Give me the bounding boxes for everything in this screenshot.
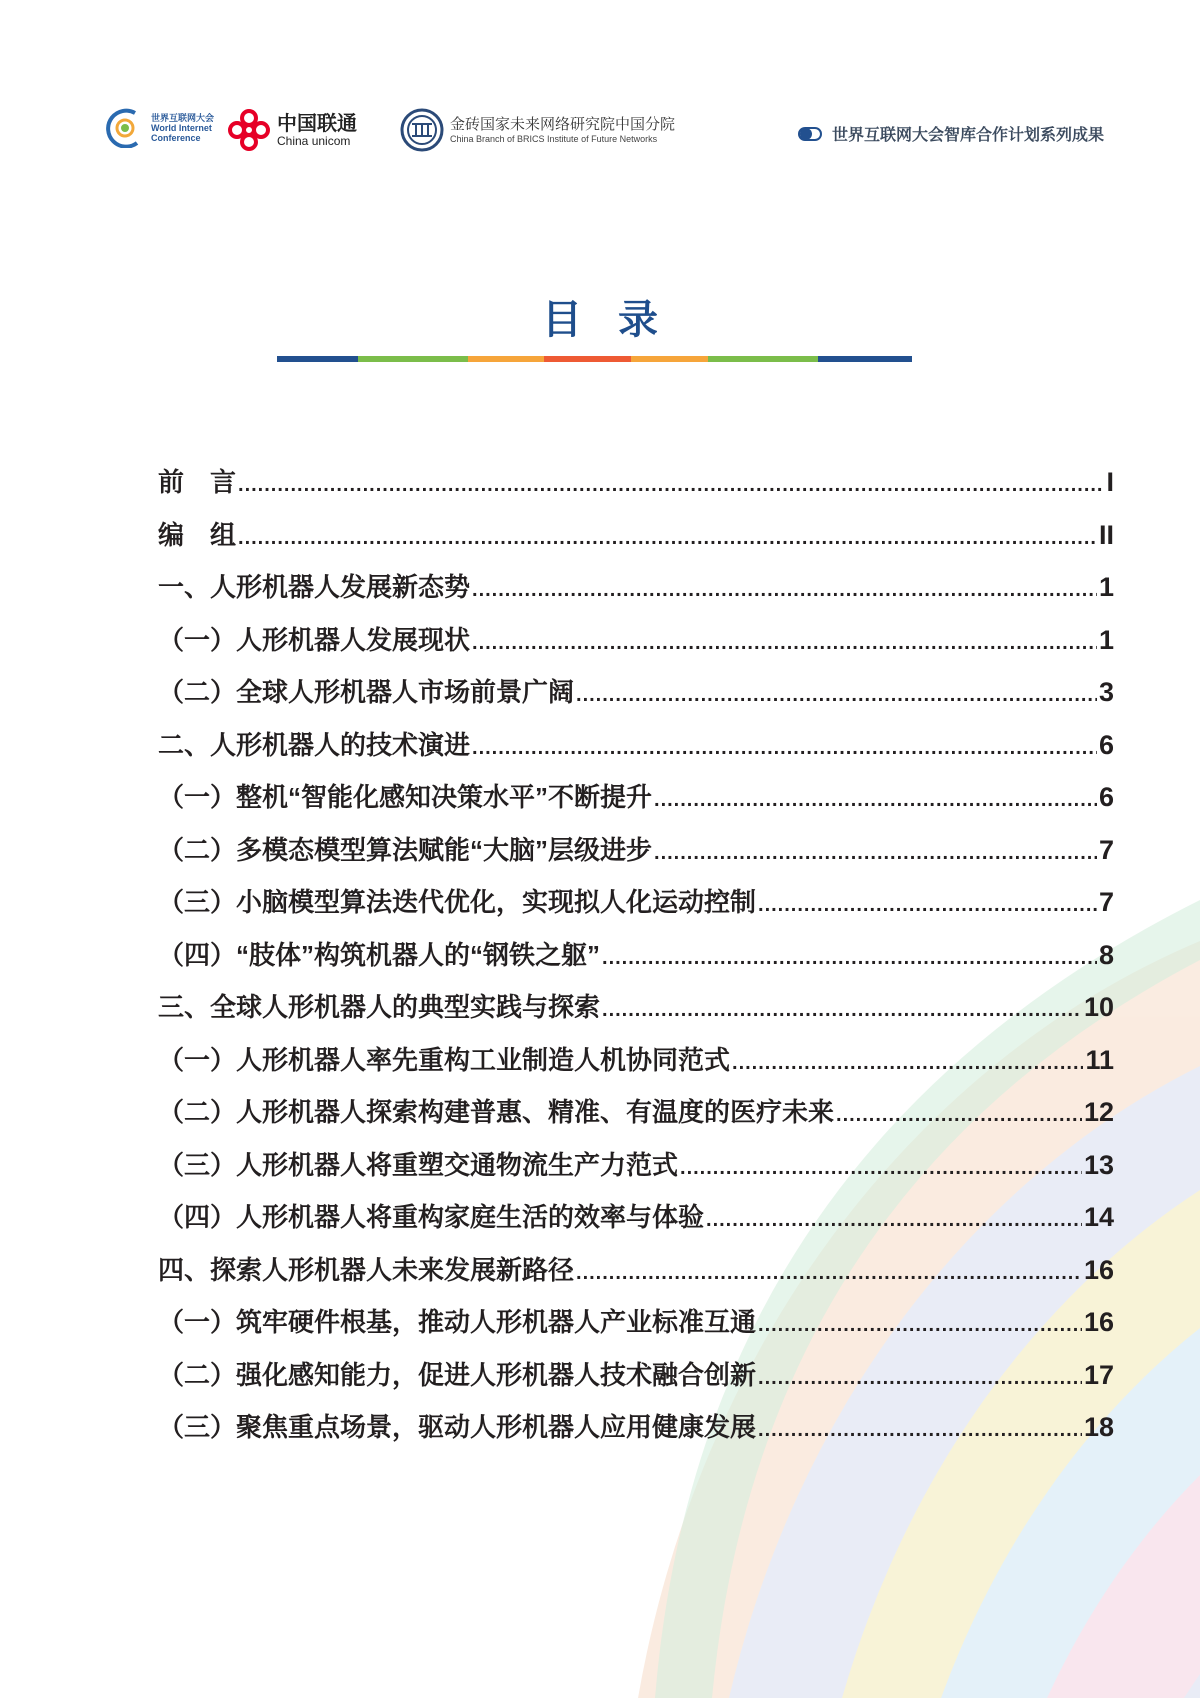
toc-entry[interactable] bbox=[158, 1040, 1114, 1093]
toc-page-number: 13 bbox=[1083, 1149, 1114, 1180]
toc-dot-leader bbox=[758, 1314, 1082, 1337]
series-toggle-icon bbox=[798, 127, 822, 141]
toc-entry-label: 一、人形机器人发展新态势 bbox=[158, 572, 471, 602]
toc-entry[interactable] bbox=[158, 987, 1114, 1040]
toc-entry[interactable] bbox=[158, 725, 1114, 778]
toc-entry[interactable] bbox=[158, 462, 1114, 515]
toc-entry-label: （三）小脑模型算法迭代优化，实现拟人化运动控制 bbox=[158, 887, 757, 917]
bar-segment bbox=[358, 356, 468, 362]
bar-segment bbox=[631, 356, 708, 362]
toc-dot-leader bbox=[472, 737, 1097, 760]
toc-page-number: 18 bbox=[1083, 1412, 1114, 1442]
toc-page-number: 17 bbox=[1083, 1359, 1114, 1390]
toc-entry-label: （三）人形机器人将重塑交通物流生产力范式 bbox=[158, 1149, 679, 1180]
toc-page-number: 11 bbox=[1085, 1044, 1114, 1075]
toc-page-number: 16 bbox=[1083, 1254, 1114, 1285]
toc-entry-label: （二）强化感知能力，促进人形机器人技术融合创新 bbox=[158, 1359, 757, 1390]
toc-dot-leader bbox=[576, 684, 1097, 707]
toc-dot-leader bbox=[472, 632, 1097, 655]
toc-page-number: 16 bbox=[1083, 1307, 1114, 1337]
toc-entry-label: （一）整机“智能化感知决策水平”不断提升 bbox=[158, 782, 653, 812]
toc-dot-leader bbox=[732, 1052, 1083, 1075]
toc-page-number: 12 bbox=[1083, 1097, 1114, 1127]
toc-dot-leader bbox=[602, 947, 1097, 970]
toc-entry-label: （二）全球人形机器人市场前景广阔 bbox=[158, 677, 575, 707]
bar-segment bbox=[468, 356, 544, 362]
toc-entry-label: 三、全球人形机器人的典型实践与探索 bbox=[158, 992, 601, 1022]
toc-entry[interactable] bbox=[158, 777, 1114, 830]
wic-logo bbox=[105, 108, 214, 148]
toc-dot-leader bbox=[758, 1419, 1082, 1442]
toc-entry[interactable] bbox=[158, 1355, 1114, 1408]
series-label-text: 世界互联网大会智库合作计划系列成果 bbox=[831, 127, 1104, 144]
toc-entry[interactable] bbox=[158, 1407, 1114, 1460]
series-label bbox=[798, 122, 1104, 145]
toc-entry-label: （一）人形机器人率先重构工业制造人机协同范式 bbox=[158, 1044, 731, 1075]
toc-entry[interactable] bbox=[158, 567, 1114, 620]
wic-name-en2: Conference bbox=[151, 133, 201, 143]
page-title: 目录 bbox=[542, 298, 694, 342]
toc-page-number: 14 bbox=[1083, 1202, 1114, 1232]
toc-dot-leader bbox=[238, 474, 1104, 497]
toc-entry-label: （四）人形机器人将重构家庭生活的效率与体验 bbox=[158, 1202, 705, 1232]
toc-entry[interactable] bbox=[158, 1197, 1114, 1250]
toc-entry-label: 前 言 bbox=[158, 467, 237, 497]
bar-segment bbox=[277, 356, 358, 362]
brics-emblem-icon bbox=[400, 108, 444, 152]
toc-entry-label: 四、探索人形机器人未来发展新路径 bbox=[158, 1254, 575, 1285]
unicom-knot-icon bbox=[227, 108, 271, 152]
toc-entry-label: （一）筑牢硬件根基，推动人形机器人产业标准互通 bbox=[158, 1307, 757, 1337]
toc-entry-label: （四）“肢体”构筑机器人的“钢铁之躯” bbox=[158, 939, 601, 970]
toc-entry-label: 编 组 bbox=[158, 519, 237, 550]
toc-entry-label: （一）人形机器人发展现状 bbox=[158, 624, 471, 655]
toc-entry-label: （二）人形机器人探索构建普惠、精准、有温度的医疗未来 bbox=[158, 1097, 835, 1127]
header bbox=[100, 108, 1104, 164]
toc-page-number: 1 bbox=[1098, 624, 1114, 655]
toc-entry[interactable] bbox=[158, 620, 1114, 673]
toc-page-number: I bbox=[1106, 467, 1114, 497]
brics-name-en: China Branch of BRICS Institute of Future Networks bbox=[450, 134, 658, 144]
toc-page-number: 6 bbox=[1098, 782, 1114, 812]
toc-entry[interactable] bbox=[158, 1145, 1114, 1198]
toc-page-number: 6 bbox=[1098, 729, 1114, 760]
toc-page-number: 7 bbox=[1098, 887, 1114, 917]
toc-entry[interactable] bbox=[158, 1250, 1114, 1303]
toc-entry-label: （二）多模态模型算法赋能“大脑”层级进步 bbox=[158, 834, 653, 865]
toc-entry[interactable] bbox=[158, 1302, 1114, 1355]
wic-name-en1: World Internet bbox=[151, 123, 212, 133]
wic-globe-icon bbox=[105, 108, 145, 148]
china-unicom-logo bbox=[227, 108, 357, 152]
unicom-name-en: China unicom bbox=[277, 133, 351, 148]
bar-segment bbox=[818, 356, 912, 362]
toc-entry[interactable] bbox=[158, 1092, 1114, 1145]
toc-dot-leader bbox=[654, 842, 1097, 865]
toc-dot-leader bbox=[654, 789, 1097, 812]
toc-dot-leader bbox=[758, 1367, 1082, 1390]
brics-name-cn: 金砖国家未来网络研究院中国分院 bbox=[450, 116, 676, 133]
toc-entry[interactable] bbox=[158, 830, 1114, 883]
unicom-name-cn: 中国联通 bbox=[277, 112, 357, 135]
toc-page-number: 3 bbox=[1098, 677, 1114, 707]
toc-entry[interactable] bbox=[158, 935, 1114, 988]
wic-name-cn: 世界互联网大会 bbox=[151, 113, 215, 123]
toc-dot-leader bbox=[706, 1209, 1082, 1232]
bar-segment bbox=[708, 356, 818, 362]
toc-page-number: II bbox=[1098, 519, 1114, 550]
table-of-contents bbox=[158, 462, 1114, 1460]
toc-dot-leader bbox=[238, 527, 1097, 550]
bar-segment bbox=[544, 356, 631, 362]
toc-entry[interactable] bbox=[158, 882, 1114, 935]
toc-dot-leader bbox=[576, 1262, 1082, 1285]
toc-entry-label: 二、人形机器人的技术演进 bbox=[158, 729, 471, 760]
title-color-bar bbox=[277, 356, 912, 362]
toc-page-number: 10 bbox=[1083, 992, 1114, 1022]
toc-entry[interactable] bbox=[158, 672, 1114, 725]
toc-page-number: 8 bbox=[1098, 939, 1114, 970]
toc-entry[interactable] bbox=[158, 515, 1114, 568]
toc-page-number: 1 bbox=[1098, 572, 1114, 602]
toc-dot-leader bbox=[836, 1104, 1082, 1127]
toc-entry-label: （三）聚焦重点场景，驱动人形机器人应用健康发展 bbox=[158, 1412, 757, 1442]
toc-dot-leader bbox=[602, 999, 1082, 1022]
toc-dot-leader bbox=[472, 579, 1097, 602]
toc-dot-leader bbox=[680, 1157, 1082, 1180]
brics-logo bbox=[400, 108, 675, 152]
toc-dot-leader bbox=[758, 894, 1097, 917]
toc-page-number: 7 bbox=[1098, 834, 1114, 865]
